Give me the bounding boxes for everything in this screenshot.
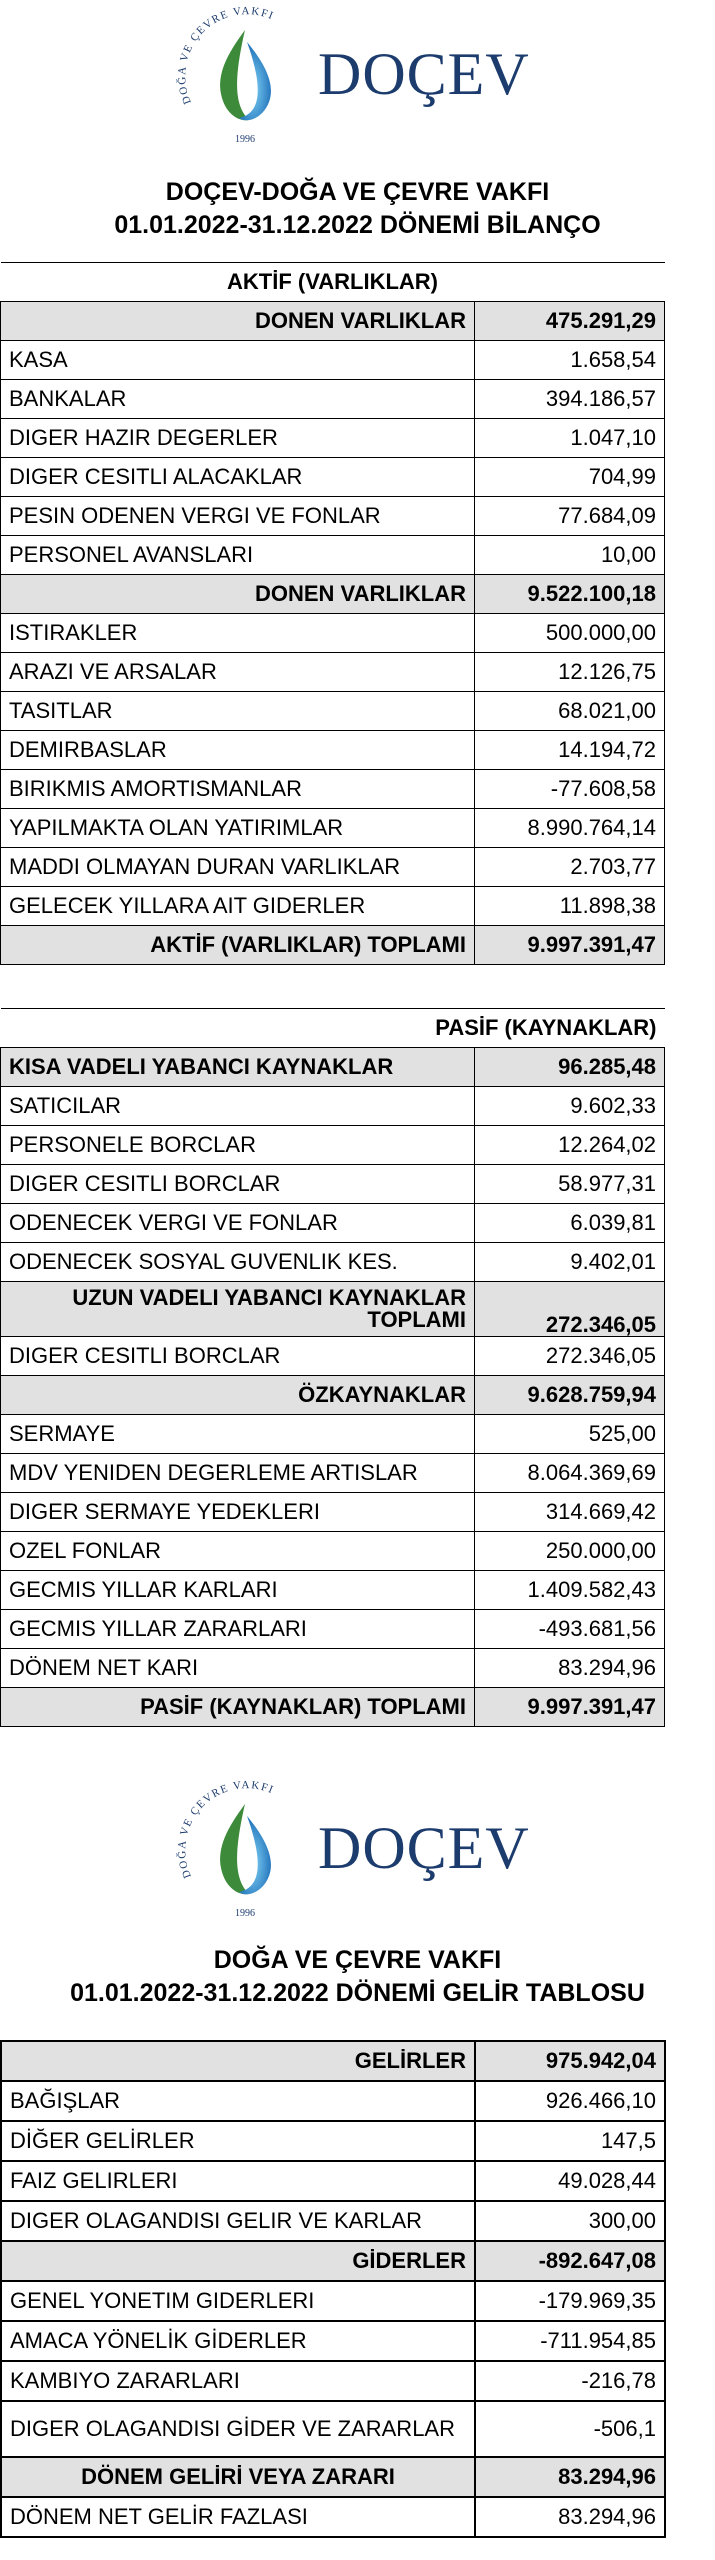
- row-label: GELİRLER: [1, 2041, 475, 2081]
- row-value: 11.898,38: [475, 887, 665, 926]
- row-value: 10,00: [475, 536, 665, 575]
- table-row: [1, 1087, 665, 1126]
- table-row: [1, 1048, 665, 1087]
- assets-header-row: [1, 263, 665, 302]
- table-row: [1, 1610, 665, 1649]
- table-row: [1, 1204, 665, 1243]
- table-row: [1, 2281, 665, 2321]
- row-label: DIGER OLAGANDISI GELIR VE KARLAR: [1, 2201, 475, 2241]
- row-label: PASİF (KAYNAKLAR) TOPLAMI: [1, 1688, 475, 1727]
- income-title-line1: DOĞA VE ÇEVRE VAKFI: [213, 1946, 502, 1974]
- row-value: 272.346,05: [475, 1282, 665, 1337]
- logo-wordmark: DOÇEV: [318, 1815, 530, 1881]
- row-value: -892.647,08: [475, 2241, 665, 2281]
- row-value: 49.028,44: [475, 2161, 665, 2201]
- row-value: 9.997.391,47: [475, 1688, 665, 1727]
- table-row: [1, 536, 665, 575]
- table-row: [1, 614, 665, 653]
- row-value: 83.294,96: [475, 1649, 665, 1688]
- row-label: ODENECEK SOSYAL GUVENLIK KES.: [1, 1243, 475, 1282]
- row-value: 475.291,29: [475, 302, 665, 341]
- row-label: FAIZ GELIRLERI: [1, 2161, 475, 2201]
- table-row: [1, 1649, 665, 1688]
- balance-title: [0, 176, 715, 242]
- table-row: [1, 1454, 665, 1493]
- table-row: [1, 1532, 665, 1571]
- row-value: 9.522.100,18: [475, 575, 665, 614]
- row-value: 272.346,05: [475, 1337, 665, 1376]
- logo-year: 1996: [235, 134, 255, 145]
- liabilities-table-body: [1, 1009, 665, 1727]
- row-label: MADDI OLMAYAN DURAN VARLIKLAR: [1, 848, 475, 887]
- row-label: BANKALAR: [1, 380, 475, 419]
- table-row: [1, 2321, 665, 2361]
- table-row: [1, 1376, 665, 1415]
- liabilities-header: PASİF (KAYNAKLAR): [1, 1009, 665, 1048]
- row-value: 8.064.369,69: [475, 1454, 665, 1493]
- income-table: [0, 2040, 666, 2538]
- row-value: 83.294,96: [475, 2497, 665, 2537]
- row-label: DİĞER GELİRLER: [1, 2121, 475, 2161]
- row-label: GENEL YONETIM GIDERLERI: [1, 2281, 475, 2321]
- row-label: DÖNEM GELİRİ VEYA ZARARI: [1, 2457, 475, 2497]
- table-row: [1, 380, 665, 419]
- row-label: KISA VADELI YABANCI KAYNAKLAR: [1, 1048, 475, 1087]
- row-label: DIGER HAZIR DEGERLER: [1, 419, 475, 458]
- table-row: [1, 2201, 665, 2241]
- row-value: 2.703,77: [475, 848, 665, 887]
- row-label: TASITLAR: [1, 692, 475, 731]
- row-label: OZEL FONLAR: [1, 1532, 475, 1571]
- table-row: [1, 770, 665, 809]
- row-value: 250.000,00: [475, 1532, 665, 1571]
- logo-wordmark: DOÇEV: [318, 41, 530, 107]
- table-row: [1, 1282, 665, 1337]
- row-label: YAPILMAKTA OLAN YATIRIMLAR: [1, 809, 475, 848]
- row-value: 77.684,09: [475, 497, 665, 536]
- row-value: 1.409.582,43: [475, 1571, 665, 1610]
- row-value: 6.039,81: [475, 1204, 665, 1243]
- table-row: [1, 2401, 665, 2457]
- row-label: DONEN VARLIKLAR: [1, 575, 475, 614]
- doga-cevre-emblem-icon: [175, 1776, 315, 1924]
- row-label: DEMIRBASLAR: [1, 731, 475, 770]
- table-row: [1, 809, 665, 848]
- row-label: UZUN VADELI YABANCI KAYNAKLAR TOPLAMI: [1, 1282, 475, 1337]
- row-value: -711.954,85: [475, 2321, 665, 2361]
- logo: [0, 2, 715, 152]
- table-row: [1, 848, 665, 887]
- liabilities-header-row: [1, 1009, 665, 1048]
- svg-text:DOĞA VE ÇEVRE VAKFI: DOĞA VE ÇEVRE VAKFI: [176, 5, 276, 106]
- table-row: [1, 1493, 665, 1532]
- row-label: ISTIRAKLER: [1, 614, 475, 653]
- table-row: [1, 1688, 665, 1727]
- table-row: [1, 1165, 665, 1204]
- table-row: [1, 2241, 665, 2281]
- table-row: [1, 2497, 665, 2537]
- row-value: 500.000,00: [475, 614, 665, 653]
- table-row: [1, 1337, 665, 1376]
- row-value: 58.977,31: [475, 1165, 665, 1204]
- table-row: [1, 341, 665, 380]
- row-label: ODENECEK VERGI VE FONLAR: [1, 1204, 475, 1243]
- row-value: 394.186,57: [475, 380, 665, 419]
- table-row: [1, 2081, 665, 2121]
- row-value: 68.021,00: [475, 692, 665, 731]
- row-value: 9.628.759,94: [475, 1376, 665, 1415]
- income-title-line2: 01.01.2022-31.12.2022 DÖNEMİ GELİR TABLOSU: [70, 1979, 645, 2007]
- income-table-body: [1, 2041, 665, 2537]
- row-label: BIRIKMIS AMORTISMANLAR: [1, 770, 475, 809]
- row-value: 8.990.764,14: [475, 809, 665, 848]
- table-row: [1, 1571, 665, 1610]
- row-label: GECMIS YILLAR KARLARI: [1, 1571, 475, 1610]
- row-value: 9.402,01: [475, 1243, 665, 1282]
- row-label: AKTİF (VARLIKLAR) TOPLAMI: [1, 926, 475, 965]
- row-value: 1.047,10: [475, 419, 665, 458]
- row-value: 12.264,02: [475, 1126, 665, 1165]
- assets-table: [0, 262, 665, 965]
- row-value: -216,78: [475, 2361, 665, 2401]
- row-label: MDV YENIDEN DEGERLEME ARTISLAR: [1, 1454, 475, 1493]
- assets-header: AKTİF (VARLIKLAR): [1, 263, 665, 302]
- row-value: 1.658,54: [475, 341, 665, 380]
- balance-title-line2: 01.01.2022-31.12.2022 DÖNEMİ BİLANÇO: [114, 211, 601, 239]
- liabilities-table: [0, 1008, 665, 1727]
- logo-second: [0, 1776, 715, 1926]
- table-row: [1, 692, 665, 731]
- table-row: [1, 2121, 665, 2161]
- row-label: DONEN VARLIKLAR: [1, 302, 475, 341]
- row-label: DIGER CESITLI BORCLAR: [1, 1165, 475, 1204]
- row-label: SATICILAR: [1, 1087, 475, 1126]
- table-row: [1, 1415, 665, 1454]
- table-row: [1, 1126, 665, 1165]
- income-title: [0, 1944, 715, 2010]
- row-label: DÖNEM NET KARI: [1, 1649, 475, 1688]
- row-label: KASA: [1, 341, 475, 380]
- row-value: -179.969,35: [475, 2281, 665, 2321]
- row-label: GECMIS YILLAR ZARARLARI: [1, 1610, 475, 1649]
- row-label: GİDERLER: [1, 2241, 475, 2281]
- row-label: DIGER CESITLI ALACAKLAR: [1, 458, 475, 497]
- table-row: [1, 419, 665, 458]
- table-row: [1, 1243, 665, 1282]
- row-label: DÖNEM NET GELİR FAZLASI: [1, 2497, 475, 2537]
- table-row: [1, 887, 665, 926]
- table-row: [1, 2161, 665, 2201]
- logo-year: 1996: [235, 1908, 255, 1919]
- table-row: [1, 575, 665, 614]
- svg-text:DOĞA VE ÇEVRE VAKFI: DOĞA VE ÇEVRE VAKFI: [176, 1779, 276, 1880]
- row-value: 12.126,75: [475, 653, 665, 692]
- row-label: AMACA YÖNELİK GİDERLER: [1, 2321, 475, 2361]
- row-label: DIGER SERMAYE YEDEKLERI: [1, 1493, 475, 1532]
- row-label: PERSONELE BORCLAR: [1, 1126, 475, 1165]
- row-value: 704,99: [475, 458, 665, 497]
- row-value: 314.669,42: [475, 1493, 665, 1532]
- row-label: GELECEK YILLARA AIT GIDERLER: [1, 887, 475, 926]
- row-label: KAMBIYO ZARARLARI: [1, 2361, 475, 2401]
- table-row: [1, 2041, 665, 2081]
- row-value: 14.194,72: [475, 731, 665, 770]
- row-label: ARAZI VE ARSALAR: [1, 653, 475, 692]
- row-value: 926.466,10: [475, 2081, 665, 2121]
- row-value: 96.285,48: [475, 1048, 665, 1087]
- row-value: 975.942,04: [475, 2041, 665, 2081]
- row-value: -506,1: [475, 2401, 665, 2457]
- row-value: 147,5: [475, 2121, 665, 2161]
- table-row: [1, 926, 665, 965]
- row-value: -77.608,58: [475, 770, 665, 809]
- table-row: [1, 302, 665, 341]
- row-label: ÖZKAYNAKLAR: [1, 1376, 475, 1415]
- row-value: 9.997.391,47: [475, 926, 665, 965]
- row-value: 300,00: [475, 2201, 665, 2241]
- assets-table-body: [1, 263, 665, 965]
- row-label: DIGER OLAGANDISI GİDER VE ZARARLAR: [1, 2401, 475, 2457]
- table-row: [1, 2361, 665, 2401]
- table-row: [1, 458, 665, 497]
- row-label: PESIN ODENEN VERGI VE FONLAR: [1, 497, 475, 536]
- row-label: PERSONEL AVANSLARI: [1, 536, 475, 575]
- table-row: [1, 731, 665, 770]
- row-label: SERMAYE: [1, 1415, 475, 1454]
- row-value: -493.681,56: [475, 1610, 665, 1649]
- table-row: [1, 497, 665, 536]
- table-row: [1, 2457, 665, 2497]
- row-label: DIGER CESITLI BORCLAR: [1, 1337, 475, 1376]
- row-value: 9.602,33: [475, 1087, 665, 1126]
- balance-title-line1: DOÇEV-DOĞA VE ÇEVRE VAKFI: [165, 178, 550, 206]
- table-row: [1, 653, 665, 692]
- row-value: 525,00: [475, 1415, 665, 1454]
- row-label: BAĞIŞLAR: [1, 2081, 475, 2121]
- doga-cevre-emblem-icon: [175, 2, 315, 150]
- row-value: 83.294,96: [475, 2457, 665, 2497]
